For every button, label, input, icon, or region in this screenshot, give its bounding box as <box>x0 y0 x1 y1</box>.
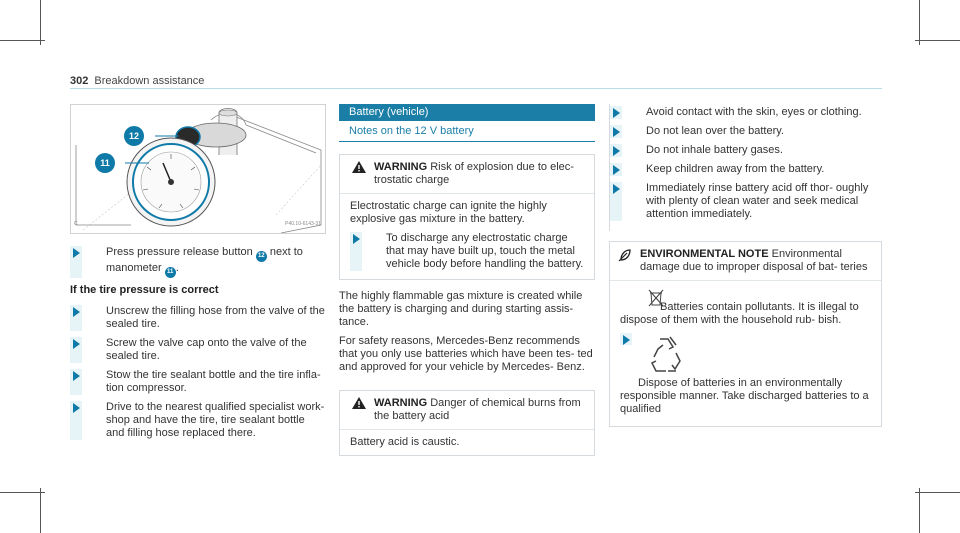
section-banner: Battery (vehicle) <box>339 104 595 121</box>
callout-11-label: 11 <box>100 158 110 168</box>
manometer-illustration <box>71 105 326 234</box>
environmental-note <box>609 241 882 427</box>
step-arrow-icon <box>610 144 622 157</box>
step-arrow-icon <box>70 401 82 440</box>
crop-mark <box>919 0 920 45</box>
step: Stow the tire sealant bottle and the tire infla- tion compressor. <box>70 369 326 395</box>
crop-mark <box>0 40 45 41</box>
figure-id: P40.10-6143-31 <box>285 221 321 227</box>
step: Avoid contact with the skin, eyes or clothing. <box>610 106 882 119</box>
paragraph: For safety reasons, Mercedes-Benz recommends that you only use batteries which have been tes- ted and approved for your vehicle by Mercedes- Benz. <box>339 335 593 373</box>
step-arrow-icon <box>620 333 632 345</box>
step-press-release: Press pressure release button 12 next to manometer 11 . <box>70 246 326 278</box>
step-arrow-icon <box>610 125 622 138</box>
crop-mark <box>40 0 41 45</box>
subheading: Notes on the 12 V battery <box>339 121 595 142</box>
step: Immediately rinse battery acid off thor- oughly with plenty of clean water and seek medical attention immediately. <box>610 182 882 221</box>
recycle-icon <box>646 333 686 377</box>
step: Drive to the nearest qualified specialist work- shop and have the tire, tire sealant bottle and filling hose replaced there. <box>70 401 326 440</box>
figure-corner-mark: C <box>74 221 78 227</box>
env-body: Batteries contain pollutants. It is illegal to dispose of them with the household rub- bish. <box>620 301 859 326</box>
step-arrow-icon <box>70 305 82 331</box>
warning-keyword: WARNING <box>374 161 428 173</box>
callout-12-label: 12 <box>128 131 139 141</box>
warning-body: Battery acid is caustic. <box>350 436 460 448</box>
warning-box-acid <box>339 390 595 456</box>
warning-step: To discharge any electrostatic charge that may have built up, touch the metal vehicle body before handling the battery. <box>350 232 584 271</box>
page-header <box>70 75 882 89</box>
warning-title: Danger of chemical burns from the battery acid <box>374 397 581 422</box>
step-arrow-icon <box>70 369 82 395</box>
crop-mark <box>0 492 45 493</box>
step-arrow-icon <box>610 163 622 176</box>
manometer-figure <box>70 104 326 234</box>
warning-body: Electrostatic charge can ignite the highly explosive gas mixture in the battery. <box>350 200 547 225</box>
column-left <box>70 104 326 446</box>
warning-box-explosion <box>339 154 595 280</box>
callout-badge: 11 <box>165 267 176 278</box>
step: Unscrew the filling hose from the valve of the sealed tire. <box>70 305 326 331</box>
env-step: Dispose of batteries in an environmentally responsible manner. Take discharged batteries to a qualified <box>620 333 871 416</box>
crop-mark <box>915 40 960 41</box>
warning-icon <box>352 397 366 413</box>
step-arrow-icon <box>70 337 82 363</box>
environment-icon <box>618 248 632 266</box>
env-title: Environmental damage due to improper disposal of bat- teries <box>640 248 868 273</box>
step-arrow-icon <box>350 232 362 271</box>
page-number: 302 <box>70 75 89 87</box>
step-arrow-icon <box>70 246 82 278</box>
step: Screw the valve cap onto the valve of the sealed tire. <box>70 337 326 363</box>
crop-mark <box>915 492 960 493</box>
callout-badge: 12 <box>256 251 267 262</box>
env-keyword: ENVIRONMENTAL NOTE <box>640 248 769 260</box>
step-arrow-icon <box>610 106 622 119</box>
section-title: Breakdown assistance <box>94 75 205 87</box>
crop-mark <box>40 488 41 533</box>
warning-title: Risk of explosion due to elec- trostatic charge <box>374 161 574 186</box>
crop-mark <box>919 488 920 533</box>
step: Keep children away from the battery. <box>610 163 882 176</box>
step-arrow-icon <box>610 182 622 221</box>
procedure-heading: If the tire pressure is correct <box>70 284 219 296</box>
step: Do not lean over the battery. <box>610 125 882 138</box>
paragraph: The highly flammable gas mixture is created while the battery is charging and during starting assis- tance. <box>339 290 583 328</box>
column-middle <box>339 104 595 456</box>
warning-keyword: WARNING <box>374 397 428 409</box>
column-right <box>609 104 882 427</box>
warning-icon <box>352 161 366 177</box>
step: Do not inhale battery gases. <box>610 144 882 157</box>
